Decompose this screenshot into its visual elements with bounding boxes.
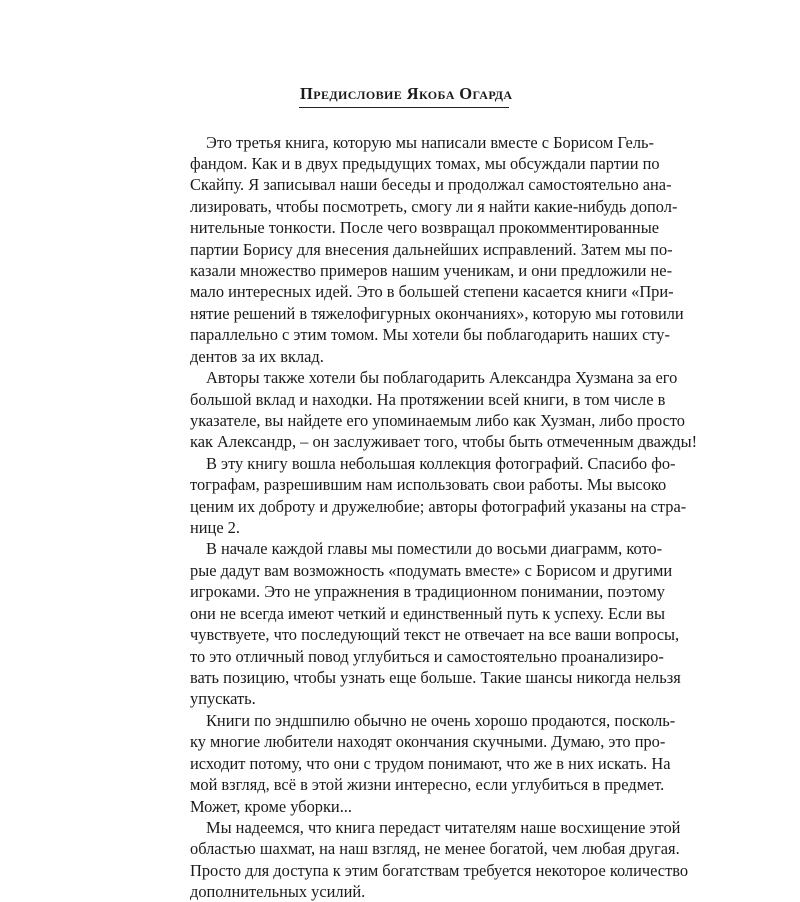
page-heading: Предисловие Якоба Огарда bbox=[300, 84, 513, 103]
text-line: лизировать, чтобы посмотреть, смогу ли я найти какие-нибудь допол- bbox=[190, 196, 678, 216]
text-line: нице 2. bbox=[190, 518, 240, 538]
text-line: нительные тонкости. После чего возвращал прокомментированные bbox=[190, 218, 659, 238]
text-line: казали множество примеров нашим ученикам, и они предложили не- bbox=[190, 261, 673, 281]
text-line: Это третья книга, которую мы написали вместе с Борисом Гель- bbox=[206, 132, 654, 152]
text-line: Может, кроме уборки... bbox=[190, 796, 352, 816]
text-line: Авторы также хотели бы поблагодарить Александра Хузмана за его bbox=[206, 368, 678, 388]
text-line: Мы надеемся, что книга передаст читателям наше восхищение этой bbox=[206, 817, 681, 837]
text-line: игроками. Это не упражнения в традиционном понимании, поэтому bbox=[190, 582, 665, 602]
text-line: ку многие любители находят окончания скучными. Думаю, это про- bbox=[190, 732, 666, 752]
text-line: мало интересных идей. Это в большей степени касается книги «При- bbox=[190, 282, 674, 302]
text-line: партии Борису для внесения дальнейших исправлений. Затем мы по- bbox=[190, 239, 673, 259]
text-line: нятие решений в тяжелофигурных окончаниях», которую мы готовили bbox=[190, 303, 684, 323]
text-line: указателе, вы найдете его упоминаемым либо как Хузман, либо просто bbox=[190, 410, 686, 430]
text-line: упускать. bbox=[190, 689, 256, 709]
text-line: рые дадут вам возможность «подумать вместе» с Борисом и другими bbox=[190, 560, 673, 580]
text-line: как Александр, – он заслуживает того, чтобы быть отмеченным дважды! bbox=[190, 432, 698, 452]
text-line: В начале каждой главы мы поместили до восьми диаграмм, кото- bbox=[206, 539, 663, 559]
text-line: большой вклад и находки. На протяжении всей книги, в том числе в bbox=[190, 389, 666, 409]
text-line: вать позицию, чтобы узнать еще больше. Такие шансы никогда нельзя bbox=[190, 668, 681, 687]
heading-rule bbox=[299, 107, 509, 108]
text-line: фандом. Как и в двух предыдущих томах, мы обсуждали партии по bbox=[190, 153, 660, 173]
text-line: мой взгляд, всё в этой жизни интересно, если углубиться в предмет. bbox=[190, 775, 665, 795]
text-line: В эту книгу вошла небольшая коллекция фотографий. Спасибо фо- bbox=[206, 453, 676, 473]
text-line: дентов за их вклад. bbox=[190, 346, 324, 366]
text-line: то это отличный повод углубиться и самостоятельно проанализиро- bbox=[190, 646, 664, 666]
text-line: исходит потому, что они с трудом понимают, что же в них искать. На bbox=[190, 753, 671, 773]
text-line: областью шахмат, на наш взгляд, не менее богатой, чем любая другая. bbox=[190, 839, 680, 859]
text-line: Книги по эндшпилю обычно не очень хорошо продаются, посколь- bbox=[206, 710, 676, 730]
text-line: Скайпу. Я записывал наши беседы и продолжал самостоятельно ана- bbox=[190, 175, 672, 195]
text-line: чувствуете, что последующий текст не отвечает на все ваши вопросы, bbox=[190, 625, 680, 645]
text-line: дополнительных усилий. bbox=[190, 882, 366, 902]
text-line: ценим их доброту и дружелюбие; авторы фотографий указаны на стра- bbox=[190, 496, 687, 516]
text-line: параллельно с этим томом. Мы хотели бы поблагодарить наших сту- bbox=[190, 325, 670, 345]
text-line: они не всегда имеют четкий и единственный путь к успеху. Если вы bbox=[190, 603, 666, 623]
text-line: тографам, разрешившим нам использовать свои работы. Мы высоко bbox=[190, 475, 667, 495]
text-line: Просто для доступа к этим богатствам требуется некоторое количество bbox=[190, 860, 689, 880]
